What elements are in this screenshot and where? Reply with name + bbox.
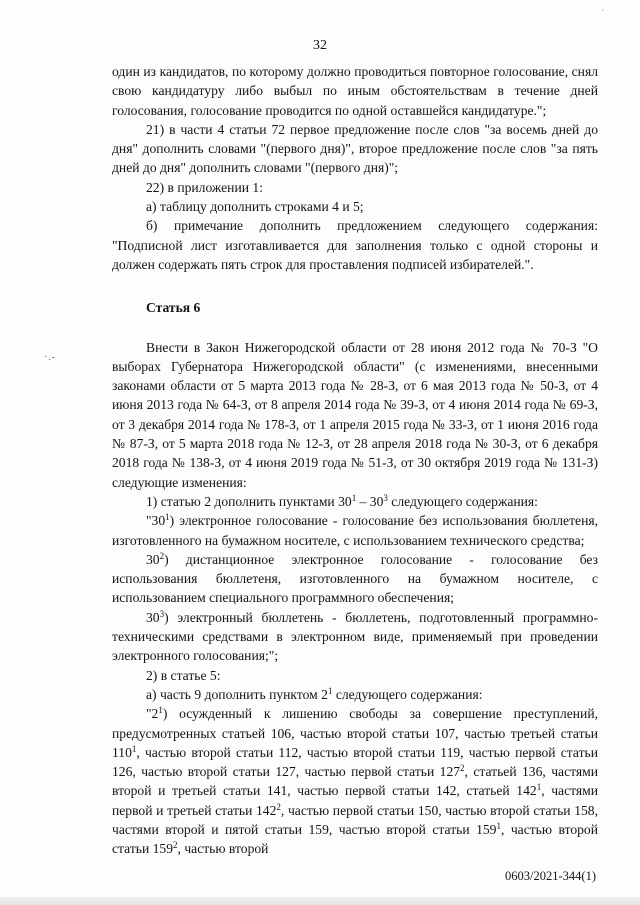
paragraph-definition-30-1: "$30^1$) электронное голосование - голосование без использования бюллетеня, изготовленного на бумажном носителе, с использованием технического средства; [112, 512, 598, 548]
paragraph-article-intro: Внести в Закон Нижегородской области от 28 июня 2012 года № 70-З "О выборах Губернатора Нижегородской области" (с изменениями, внесенными законами области от 5 марта 2013 года № 28-З, от 6 мая 2013 года № 50-З, от 4 июня 2013 года № 64-З, от 8 апреля 2014 года № 39-З, от 4 июня 2014 года № 69-З, от 3 декабря 2014 года № 178-З, от 1 апреля 2015 года № 33-З, от 1 июня 2016 года № 87-З, от 5 марта 2018 года № 12-З, от 28 апреля 2018 года № 30-З, от 6 декабря 2018 года № 138-З, от 4 июня 2019 года № 51-З, от 30 октября 2019 года № 131-З) следующие изменения: [112, 339, 598, 490]
article-heading: Статья 6 [146, 300, 201, 316]
paragraph-change-1: 1) статью 2 дополнить пунктами $30^1 - 30^3$ следующего содержания: [146, 492, 538, 509]
document-body [112, 62, 598, 859]
paragraph-item-21: 21) в части 4 статьи 72 первое предложение после слов "за восемь дней до дня" дополнить словами "(первого дня)", второе предложение после слов "за пять дней до дня" дополнить словами "(первого дня)"; [112, 121, 598, 176]
paragraph-definition-30-2: $30^2$) дистанционное электронное голосование - голосование без использования бюллетеня, изготовленного на бумажном носителе, с использованием специального программного обеспечения; [112, 550, 598, 606]
paragraph-change-2: 2) в статье 5: [146, 667, 221, 683]
page-bottom-edge [0, 897, 640, 905]
margin-scan-mark: ·.- [44, 352, 57, 363]
document-code: 0603/2021-344(1) [505, 869, 596, 883]
paragraph-change-2a: а) часть 9 дополнить пунктом $2^1$ следующего содержания: [146, 685, 483, 702]
paragraph-definition-30-3: $30^3$) электронный бюллетень - бюллетень, подготовленный программно-техническими средствами в электронном виде, применяемый при проведении электронного голосования;"; [112, 608, 598, 664]
page-number: 32 [313, 38, 327, 53]
paragraph-item-22b: б) примечание дополнить предложением следующего содержания: "Подписной лист изготавливается для заполнения только с одной стороны и должен содержать пять строк для проставления подписей избирателей.". [112, 218, 598, 272]
paragraph-item-22a: а) таблицу дополнить строками 4 и 5; [146, 199, 364, 215]
corner-speck-mark: ' [602, 8, 604, 19]
paragraph-continuation: один из кандидатов, по которому должно проводиться повторное голосование, снял свою кандидатуру либо выбыл по иным обстоятельствам в течение дней голосования, голосование проводится по одной оставшейся кандидатуре."; [112, 64, 598, 118]
paragraph-item-2-1: "$2^1$) осужденный к лишению свободы за совершение преступлений, предусмотренных статьей 106, частью второй статьи 107, частью третьей статьи $110^1$, частью второй статьи 112, частью второй статьи 119, частью первой статьи 126, частью второй статьи 127, частью первой статьи $127^2$, статьей 136, частями второй и третьей статьи 141, частью первой статьи 142, статьей $142^1$, частями первой и третьей статьи $142^2$, частью первой статьи 150, частью второй статьи 158, частями второй и пятой статьи 159, частью второй статьи $159^1$, частью второй статьи $159^2$, частью второй [112, 705, 598, 857]
paragraph-item-22: 22) в приложении 1: [146, 179, 263, 195]
